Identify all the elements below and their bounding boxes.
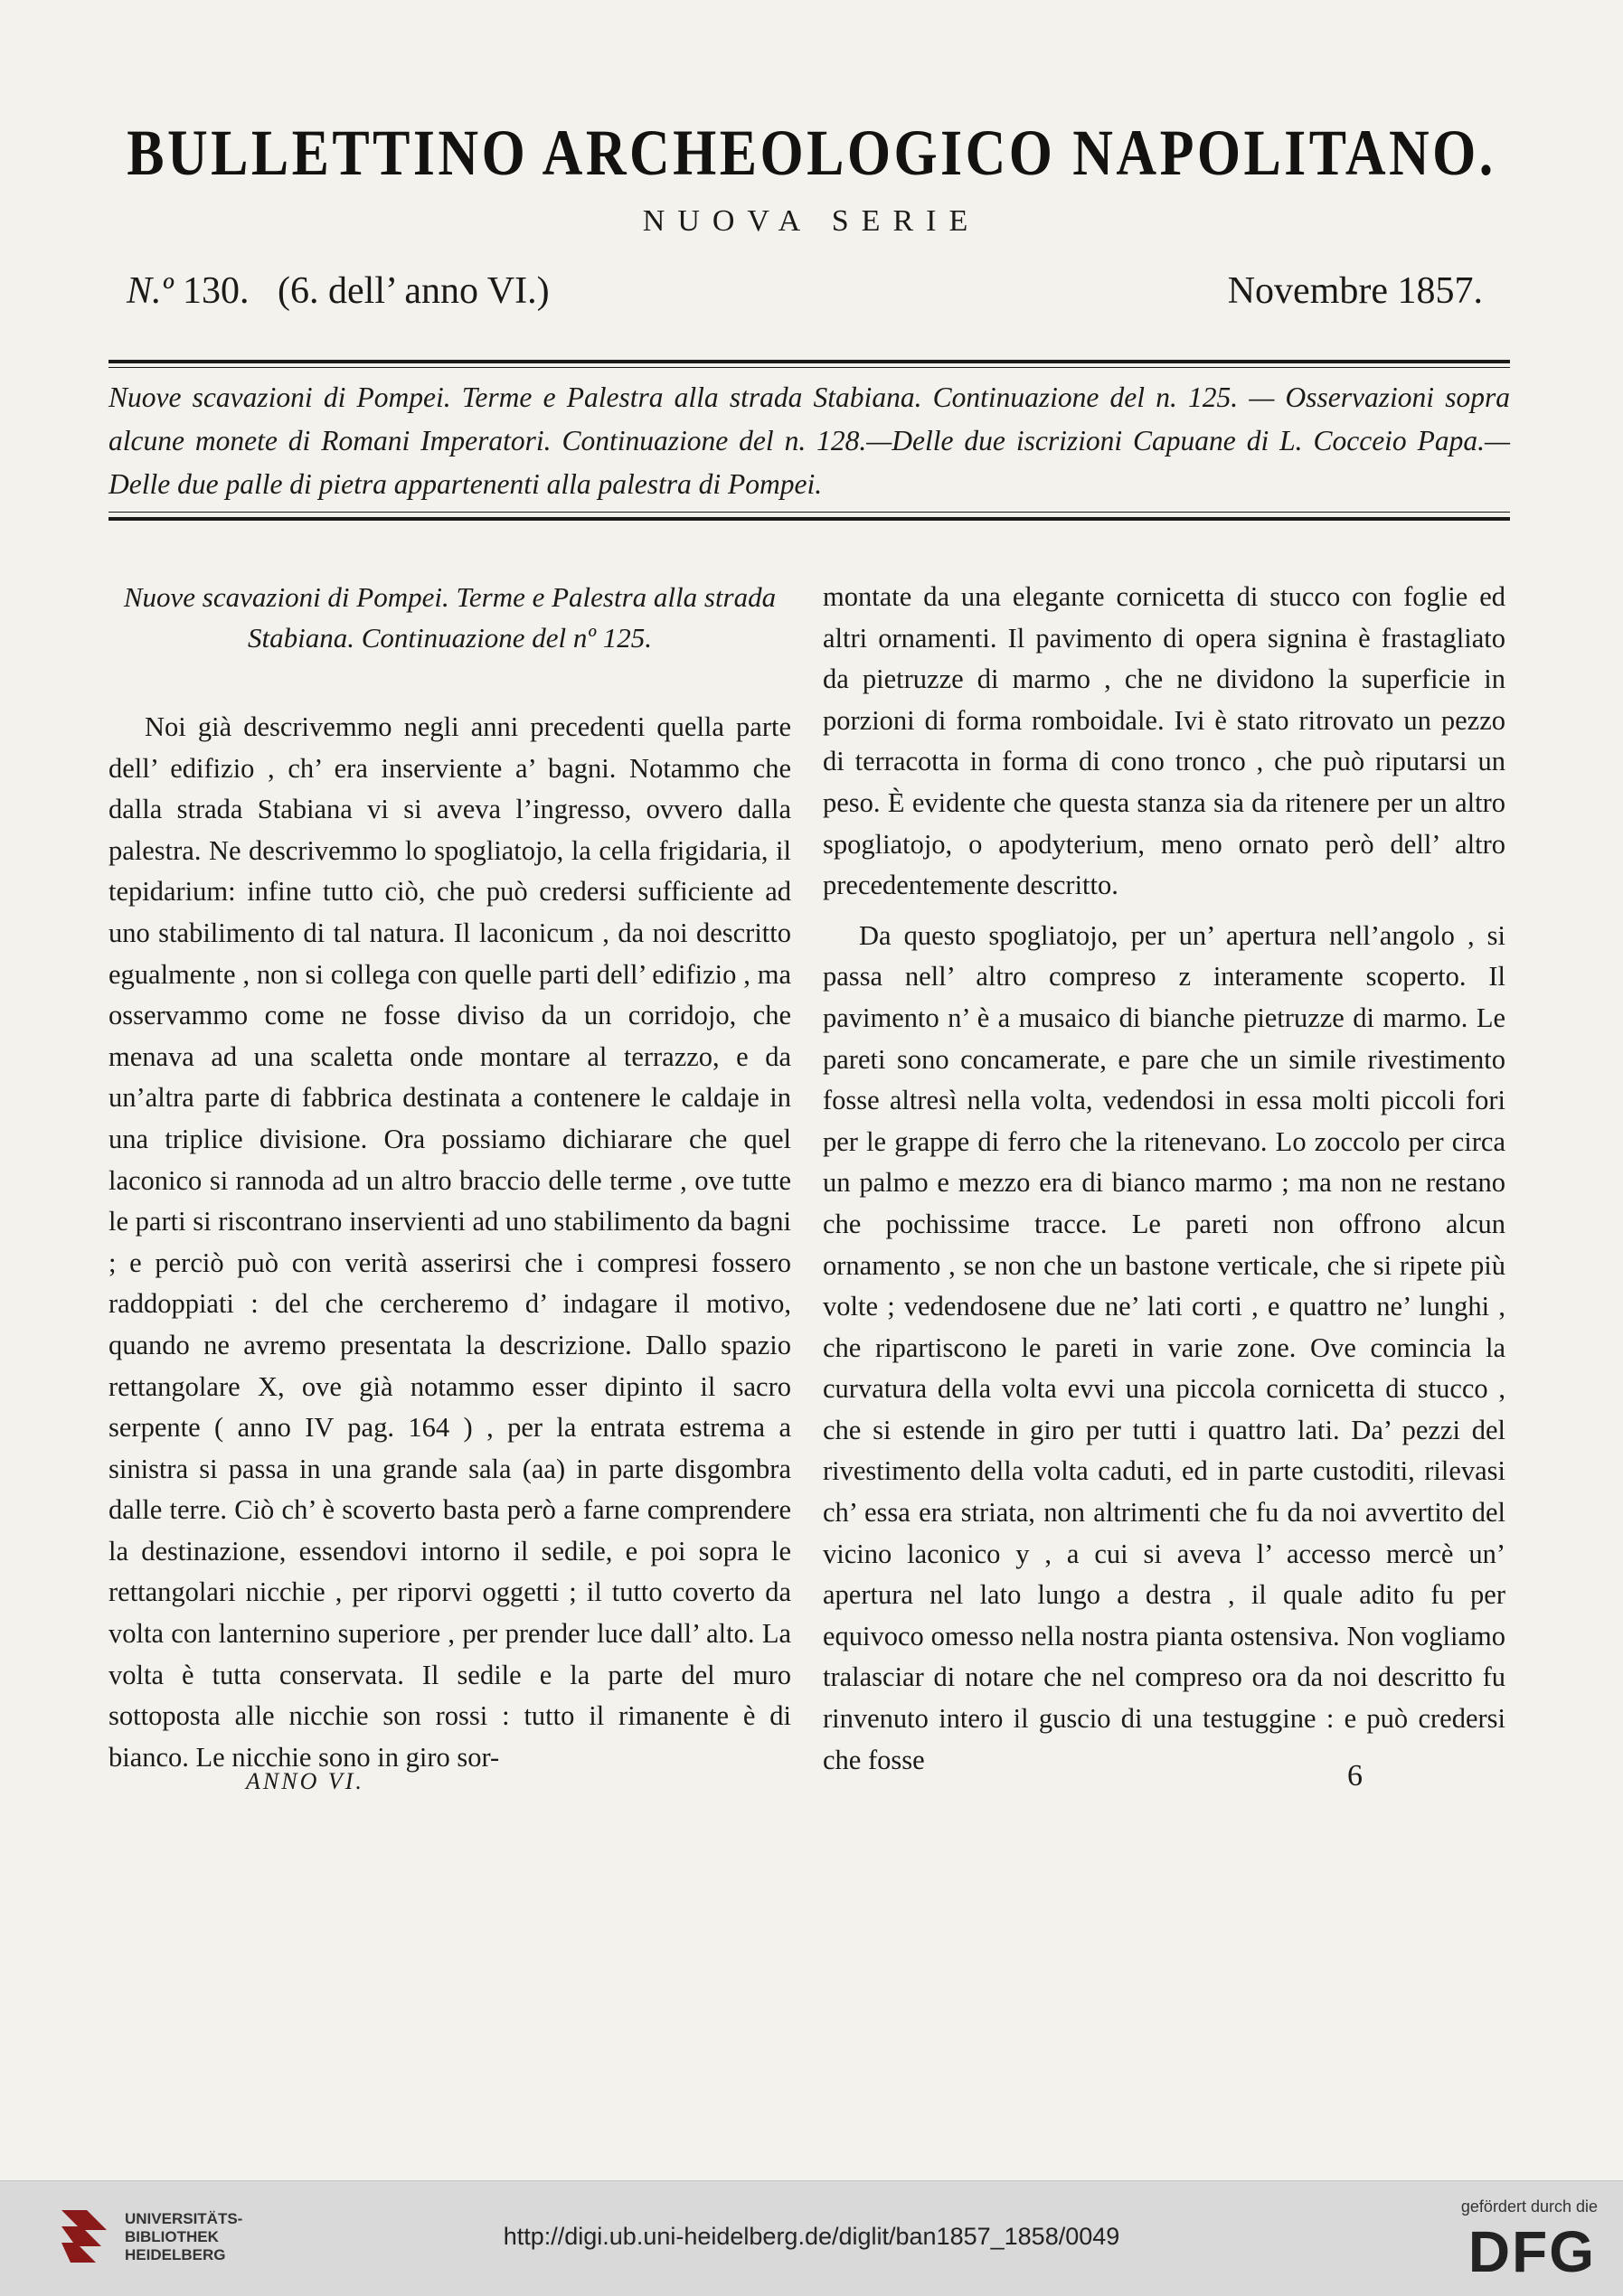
summary-bottom-rule [109,517,1510,521]
funding-text: gefördert durch die [1460,2197,1598,2216]
summary-top-rule [109,360,1510,363]
issue-info [127,269,550,313]
article-title: Nuove scavazioni di Pompei. Terme e Palestra alla strada Stabiana. Continuazione del nº 125. [123,581,777,654]
masthead-title: BULLETTINO ARCHEOLOGICO NAPOLITANO. [127,117,1496,189]
issue-line [127,269,1483,324]
right-column [823,577,1505,1781]
series-label: NUOVA SERIE [642,204,981,238]
summary-bottom-thin-rule [109,512,1510,513]
left-column [109,577,791,1778]
signature-mark: ANNO VI. [246,1768,364,1794]
digitization-footer-bar [0,2180,1623,2296]
dfg-logo: DFG [1467,2219,1596,2284]
issue-number-label: N.º [127,270,174,312]
left-paragraph: Noi già descrivemmo negli anni precedenti quella parte dell’ edifizio , ch’ era inserviente a’ bagni. Notammo che dalla strada Stabiana vi si aveva l’ingresso, ovvero dalla palestra. Ne descrivemmo lo spogliatojo, la cella frigidaria, il tepidarium: infine tutto ciò, che può credersi sufficiente ad uno stabilimento di tal natura. Il laconicum , da noi descritto egualmente , non si collega con quelle parti dell’ edifizio , ma osservammo come ne fosse diviso da un corridojo, che menava ad una scaletta onde montare al terrazzo, e da un’altra parte di fabbrica destinata a contenere le caldaje in una triplice divisione. Ora possiamo dichiarare che quel laconico si rannoda ad un altro braccio delle terme , ove tutte le parti si riscontrano inservienti ad uno stabilimento da bagni ; e perciò può con verità asserirsi che i compresi fossero raddoppiati : del che cercheremo d’ indagare il motivo, quando ne avremo presentata la descrizione. Dallo spazio rettangolare X, ove già notammo esser dipinto il sacro serpente ( anno IV pag. 164 ) , per la entrata estrema a sinistra si passa in una grande sala (aa) in parte disgombra dalle terre. Ciò ch’ è scoverto basta però a farne comprendere la destinazione, essendovi intorno il sedile, e poi sopra le rettangolari nicchie , per riporvi oggetti ; il tutto coverto da volta con lanternino superiore , per prender luce dall’ alto. La volta è tutta conservata. Il sedile e la parte del muro sottoposta alle nicchie son rossi : tutto il rimanente è di bianco. Le nicchie sono in giro sor- [109,711,791,1773]
right-paragraph-continued: montate da una elegante cornicetta di stucco con foglie ed altri ornamenti. Il pavimento di opera signina è frastagliato da pietruzze di marmo , che ne dividono la superficie in porzioni di forma romboidale. Ivi è stato ritrovato un pezzo di terracotta in forma di cono tronco , che può riputarsi un peso. È evidente che questa stanza sia da ritenere per un altro spogliatojo, o apodyterium, meno ornato però dell’ altro precedentemente descritto. [823,581,1505,901]
page-number: 6 [1347,1759,1363,1793]
permalink-url[interactable]: http://digi.ub.uni-heidelberg.de/diglit/ban1857_1858/0049 [503,2223,1120,2250]
issue-date: Novembre 1857. [1227,270,1483,312]
table-of-contents-summary: Nuove scavazioni di Pompei. Terme e Palestra alla strada Stabiana. Continuazione del n. 125. — Osservazioni sopra alcune monete di Romani Imperatori. Continuazione del n. 128.—Delle due iscrizioni Capuane di L. Cocceio Papa.—Delle due palle di pietra appartenenti alla palestra di Pompei. [109,381,1510,500]
issue-year: (6. dell’ anno VI.) [278,270,550,312]
summary-top-thin-rule [109,367,1510,368]
library-name-line3: HEIDELBERG [125,2246,226,2263]
library-name-line2: BIBLIOTHEK [125,2228,219,2245]
issue-number-value: 130. [183,270,250,312]
right-paragraph: Da questo spogliatojo, per un’ apertura nell’angolo , si passa nell’ altro compreso z interamente scoperto. Il pavimento n’ è a musaico di bianche pietruzze di marmo. Le pareti sono concamerate, e pare che un simile rivestimento fosse altresì nella volta, vedendosi in essa molti piccoli fori per le grappe di ferro che la ritenevano. Lo zoccolo per circa un palmo e mezzo era di bianco marmo ; ma non ne restano che pochissime tracce. Le pareti non offrono alcun ornamento , se non che un bastone verticale, che si ripete più volte ; vedendosene due ne’ lati corti , e quattro ne’ lunghi , che ripartiscono le pareti in varie zone. Ove comincia la curvatura della volta evvi una piccola cornicetta di stucco , che si estende in giro per tutti i quattro lati. Da’ pezzi del rivestimento della volta caduti, ed in parte custoditi, rilevasi ch’ essa era striata, non altrimenti che fu da noi avvertito del vicino laconico y , a cui si aveva l’ accesso mercè un’ apertura nel lato lungo a destra , il quale adito fu per equivoco omesso nella nostra pianta ostensiva. Non vogliamo tralasciar di notare che nel compreso ora da noi descritto fu rinvenuto intero il guscio di una testuggine : e può credersi che fosse [823,919,1505,1775]
library-name-line1: UNIVERSITÄTS- [125,2210,243,2227]
